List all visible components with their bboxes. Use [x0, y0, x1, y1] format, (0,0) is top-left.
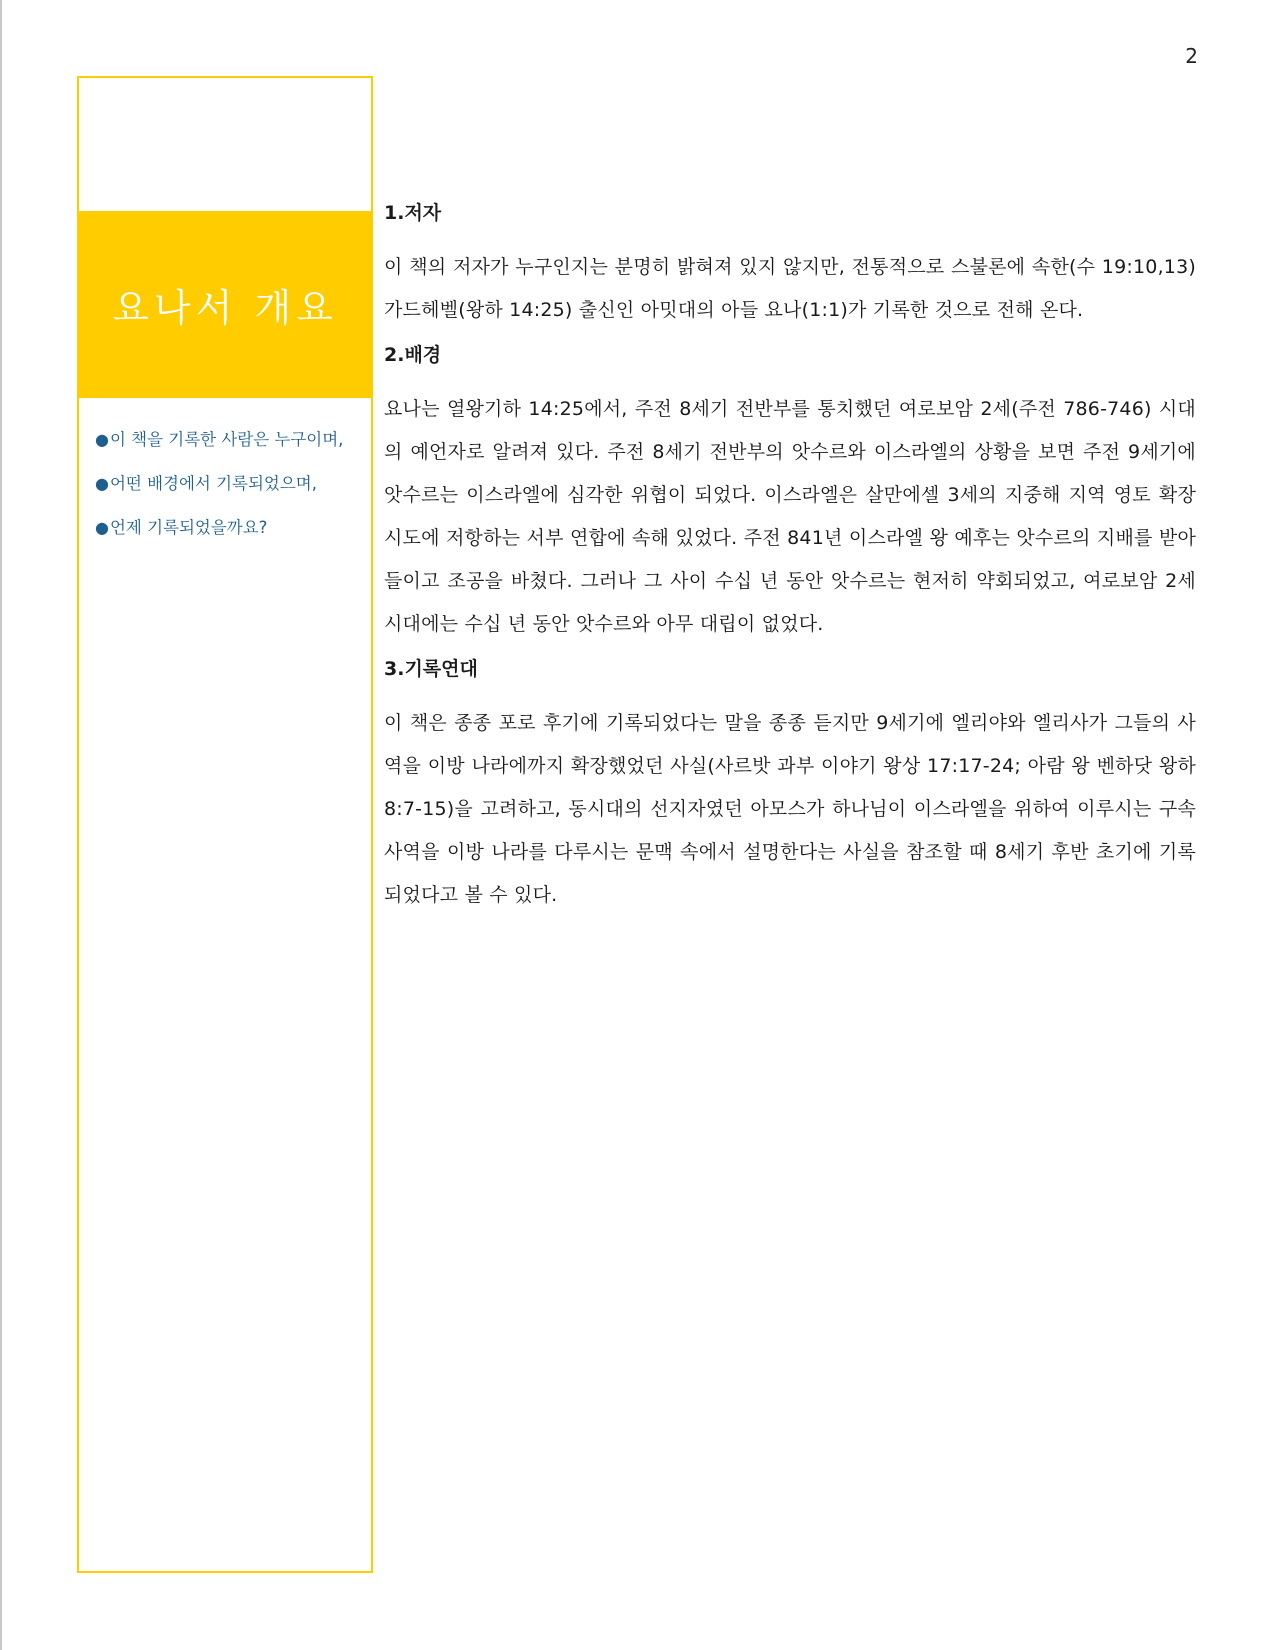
sidebar-panel — [77, 76, 373, 1573]
bullet-dot-icon: ● — [95, 430, 109, 449]
question-text: 이 책을 기록한 사람은 누구이며, — [109, 430, 344, 449]
main-content — [384, 196, 1196, 923]
page-left-rule — [0, 0, 2, 1650]
list-item — [95, 418, 371, 462]
list-item — [95, 462, 371, 506]
section-date — [384, 652, 1196, 917]
question-text: 어떤 배경에서 기록되었으며, — [109, 474, 317, 493]
document-title: 요나서 개요 — [112, 286, 338, 330]
list-item — [95, 506, 371, 550]
section-heading: 2.배경 — [384, 344, 442, 366]
section-heading: 3.기록연대 — [384, 658, 478, 680]
section-body: 이 책의 저자가 누구인지는 분명히 밝혀져 있지 않지만, 전통적으로 스불론에 속한(수 19:10,13) 가드헤벨(왕하 14:25) 출신인 아밋대의 아들 요나(1:1)가 기록한 것으로 전해 온다. — [384, 256, 1196, 321]
question-list — [95, 418, 371, 550]
section-heading: 1.저자 — [384, 202, 442, 224]
bullet-dot-icon: ● — [95, 474, 109, 493]
section-body: 이 책은 종종 포로 후기에 기록되었다는 말을 종종 듣지만 9세기에 엘리야와 엘리사가 그들의 사역을 이방 나라에까지 확장했었던 사실(사르밧 과부 이야기 왕상 17:17-24; 아람 왕 벤하닷 왕하 8:7-15)을 고려하고, 동시대의 선지자였던 아모스가 하나님이 이스라엘을 위하여 이루시는 구속사역을 이방 나라를 다루시는 문맥 속에서 설명한다는 사실을 참조할 때 8세기 후반 초기에 기록되었다고 볼 수 있다. — [384, 712, 1196, 906]
section-background — [384, 338, 1196, 646]
question-text: 언제 기록되었을까요? — [109, 518, 268, 537]
bullet-dot-icon: ● — [95, 518, 109, 537]
title-band — [79, 211, 371, 398]
section-body: 요나는 열왕기하 14:25에서, 주전 8세기 전반부를 통치했던 여로보암 2세(주전 786-746) 시대의 예언자로 알려져 있다. 주전 8세기 전반부의 앗수르와 이스라엘의 상황을 보면 주전 9세기에 앗수르는 이스라엘에 심각한 위협이 되었다. 이스라엘은 살만에셀 3세의 지중해 지역 영토 확장 시도에 저항하는 서부 연합에 속해 있었다. 주전 841년 이스라엘 왕 예후는 앗수르의 지배를 받아들이고 조공을 바쳤다. 그러나 그 사이 수십 년 동안 앗수르는 현저히 약회되었고, 여로보암 2세 시대에는 수십 년 동안 앗수르와 아무 대립이 없었다. — [384, 398, 1196, 635]
page-number: 2 — [1185, 44, 1198, 68]
section-author — [384, 196, 1196, 332]
